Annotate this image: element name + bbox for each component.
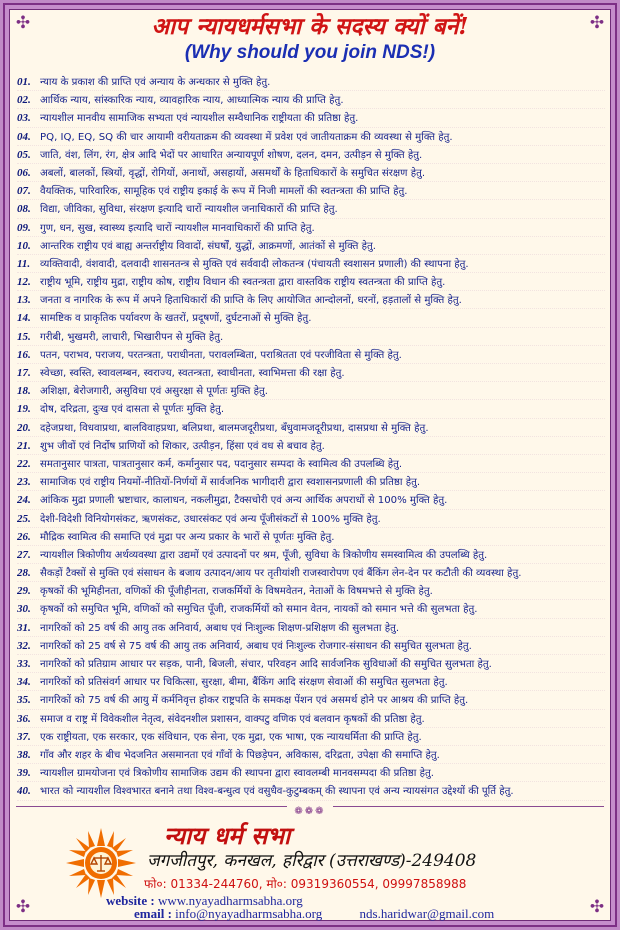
website-link[interactable]: www.nyayadharmsabha.org <box>158 893 303 908</box>
item-number: 35. <box>17 694 31 707</box>
list-item <box>17 728 605 746</box>
reasons-list <box>17 73 605 803</box>
item-text: गाँव और शहर के बीच भेदजनित असमानता एवं गाँवों के पिछड़ेपन, अविकास, दरिद्रता, उपेक्षा की समाप्ति हेतु. <box>40 749 440 761</box>
list-item <box>17 437 605 455</box>
list-item <box>17 473 605 491</box>
list-item <box>17 128 605 146</box>
item-number: 28. <box>17 567 31 580</box>
item-number: 38. <box>17 748 31 761</box>
item-number: 06. <box>17 166 31 179</box>
item-text: नागरिकों को 75 वर्ष की आयु में कर्मनिवृत्त होकर राष्ट्रपति के समकक्ष पेंशन एवं असमर्थ होने पर आश्रय की प्राप्ति हेतु. <box>40 695 469 707</box>
list-item <box>17 109 605 127</box>
list-item <box>17 91 605 109</box>
item-number: 34. <box>17 676 31 689</box>
item-text: सामष्टिक व प्राकृतिक पर्यावरण के खतरों, प्रदूषणों, दुर्घटनाओं से मुक्ति हेतु. <box>40 313 312 325</box>
item-text: गरीबी, भुखमरी, लाचारी, भिखारीपन से मुक्ति हेतु. <box>40 331 224 343</box>
list-item <box>17 291 605 309</box>
list-item <box>17 637 605 655</box>
item-text: न्याय के प्रकाश की प्राप्ति एवं अन्याय के अन्धकार से मुक्ति हेतु. <box>40 77 271 88</box>
section-divider <box>16 806 604 818</box>
item-number: 14. <box>17 312 31 325</box>
item-text: नागरिकों को प्रतिसंवर्ग आधार पर चिकित्सा, सुरक्षा, बीमा, बैंकिंग आदि संरक्षण सेवाओं की समुचित सुलभता हेतु. <box>40 677 448 689</box>
item-text: व्यक्तिवादी, वंशवादी, दलवादी शासनतन्त्र से मुक्ति एवं सर्ववादी लोकतन्त्र (पंचायती स्वशासन प्रणाली) की स्थापना हेतु. <box>40 258 469 270</box>
item-number: 20. <box>17 421 31 434</box>
page-header <box>14 13 606 69</box>
item-text: जनता व नागरिक के रूप में अपने हिताधिकारों की प्राप्ति के लिए आयोजित आन्दोलनों, धरनों, हड़तालों से मुक्ति हेतु. <box>40 295 462 307</box>
list-item <box>17 382 605 400</box>
item-text: मौद्रिक स्वामित्व की समाप्ति एवं मुद्रा पर अन्य प्रकार के भारों से पूर्णतः मुक्ति हेतु. <box>40 531 335 543</box>
email-primary-link[interactable]: info@nyayadharmsabha.org <box>175 906 323 921</box>
item-text: राष्ट्रीय भूमि, राष्ट्रीय मुद्रा, राष्ट्रीय कोष, राष्ट्रीय विधान की स्वतन्त्रता द्वारा वास्तविक राष्ट्रीय स्वतन्त्रता की प्राप्ति हेतु. <box>40 277 446 289</box>
list-item <box>17 619 605 637</box>
website-label: website : <box>106 893 155 908</box>
item-number: 32. <box>17 639 31 652</box>
item-number: 31. <box>17 621 31 634</box>
footer <box>16 818 604 919</box>
list-item <box>17 200 605 218</box>
list-item <box>17 746 605 764</box>
email-line <box>134 906 494 922</box>
item-text: समतानुसार पात्रता, पात्रतानुसार कर्म, कर्मानुसार पद, पदानुसार सम्पदा के स्वामित्व की उपलब्धि हेतु. <box>40 458 403 470</box>
item-number: 17. <box>17 367 31 379</box>
list-item <box>17 691 605 709</box>
list-item <box>17 164 605 182</box>
item-text: नागरिकों को प्रतिग्राम आधार पर सड़क, पानी, बिजली, संचार, परिवहन आदि सार्वजनिक सुविधाओं की समुचित सुलभता हेतु. <box>40 659 492 670</box>
item-number: 16. <box>17 348 31 361</box>
item-number: 36. <box>17 712 31 725</box>
item-number: 24. <box>17 494 31 507</box>
list-item <box>17 255 605 273</box>
item-number: 11. <box>17 257 31 270</box>
list-item <box>17 564 605 582</box>
item-text: PQ, IQ, EQ, SQ की चार आयामी वरीयताक्रम की व्यवस्था में प्रवेश एवं जातीयताक्रम की व्यवस्था से मुक्ति हेतु. <box>40 131 453 143</box>
item-number: 09. <box>17 221 31 234</box>
corner-ornament-icon: ✣ <box>15 13 31 33</box>
item-number: 08. <box>17 203 31 216</box>
corner-ornament-icon: ✣ <box>589 13 605 33</box>
list-item <box>17 510 605 528</box>
item-number: 15. <box>17 330 31 343</box>
item-number: 37. <box>17 730 31 743</box>
item-number: 40. <box>17 785 31 798</box>
list-item <box>17 582 605 600</box>
item-number: 25. <box>17 512 31 525</box>
list-item <box>17 364 605 382</box>
item-number: 19. <box>17 403 31 416</box>
item-text: आर्थिक न्याय, सांस्कारिक न्याय, व्यावहारिक न्याय, आध्यात्मिक न्याय की प्राप्ति हेतु. <box>40 95 344 107</box>
list-item <box>17 346 605 364</box>
item-text: एक राष्ट्रीयता, एक सरकार, एक संविधान, एक सेना, एक मुद्रा, एक भाषा, एक न्यायधर्मिता की प्राप्ति हेतु. <box>40 731 422 743</box>
title-english: (Why should you join NDS!) <box>184 42 436 63</box>
item-number: 10. <box>17 239 31 252</box>
item-text: अशिक्षा, बेरोजगारी, असुविधा एवं असुरक्षा से पूर्णतः मुक्ति हेतु. <box>40 386 268 398</box>
list-item <box>17 782 605 800</box>
list-item <box>17 491 605 509</box>
item-text: जाति, वंश, लिंग, रंग, क्षेत्र आदि भेदों पर आधारित अन्यायपूर्ण शोषण, दलन, दमन, उत्पीड़न से मुक्ति हेतु. <box>40 149 423 161</box>
organization-address: जगजीतपुर, कनखल, हरिद्वार (उत्तराखण्ड)-249408 <box>147 851 477 871</box>
item-text: भारत को न्यायशील विश्वभारत बनाने तथा विश्व-बन्धुत्व एवं वसुधैव-कुटुम्बकम् की स्थापना एवं अन्य न्यायसंगत उद्देश्यों की पूर्ति हेतु. <box>40 786 514 798</box>
item-number: 26. <box>17 530 31 543</box>
list-item <box>17 219 605 237</box>
item-text: आंकिक मुद्रा प्रणाली भ्रष्टाचार, कालाधन, नकलीमुद्रा, टैक्सचोरी एवं अन्य आर्थिक अपराधों से 100% मुक्ति हेतु. <box>40 495 448 507</box>
list-item <box>17 73 605 91</box>
list-item <box>17 600 605 618</box>
list-item <box>17 528 605 546</box>
divider-symbols: ❁❁❁ <box>287 806 332 817</box>
item-number: 04. <box>17 130 31 143</box>
email-secondary-link[interactable]: nds.haridwar@gmail.com <box>359 906 495 921</box>
list-item <box>17 673 605 691</box>
sun-emblem-icon <box>64 826 138 900</box>
list-item <box>17 309 605 327</box>
corner-ornament-icon: ✣ <box>589 897 605 917</box>
item-text: कृषकों की भूमिहीनता, वणिकों की पूँजीहीनता, राजकर्मियों के विषमवेतन, नेताओं के विषमभत्ते से मुक्ति हेतु. <box>40 586 433 598</box>
item-text: वैयक्तिक, पारिवारिक, सामूहिक एवं राष्ट्रीय इकाई के रूप में निजी मामलों की स्वतन्त्रता की प्राप्ति हेतु. <box>40 186 408 198</box>
item-text: अबलों, बालकों, स्त्रियों, वृद्धों, रोगियों, अनाथों, असहायों, असमर्थों के हिताधिकारों के समुचित संरक्षण हेतु. <box>40 167 426 179</box>
item-text: नागरिकों को 25 वर्ष से 75 वर्ष की आयु तक अनिवार्य, अबाध एवं निःशुल्क रोजगार-संसाधन की समुचित सुलभता हेतु. <box>40 640 472 652</box>
item-text: न्यायशील त्रिकोणीय अर्थव्यवस्था द्वारा उद्यमों एवं उत्पादनों पर श्रम, पूँजी, सुविधा के त्रिकोणीय समस्वामित्व की उपलब्धि हेतु. <box>40 549 488 561</box>
item-text: गुण, धन, सुख, स्वास्थ्य इत्यादि चारों न्यायशील मानवाधिकारों की प्राप्ति हेतु. <box>40 222 315 234</box>
list-item <box>17 237 605 255</box>
list-item <box>17 400 605 418</box>
list-item <box>17 419 605 437</box>
item-text: आन्तरिक राष्ट्रीय एवं बाह्य अन्तर्राष्ट्रीय विवादों, संघर्षों, युद्धों, आक्रमणों, आतंकों से मुक्ति हेतु. <box>40 240 376 252</box>
corner-ornament-icon: ✣ <box>15 897 31 917</box>
item-number: 01. <box>17 76 31 88</box>
item-text: दोष, दरिद्रता, दुःख एवं दासता से पूर्णतः मुक्ति हेतु. <box>40 404 225 416</box>
item-text: न्यायशील मानवीय सामाजिक सभ्यता एवं न्यायशील सम्वैधानिक राष्ट्रीयता की प्रतिष्ठा हेतु. <box>40 113 359 125</box>
item-text: पतन, पराभव, पराजय, परतन्त्रता, पराधीनता, परावलम्बिता, पराश्रितता एवं परजीविता से मुक्ति हेतु. <box>40 349 402 361</box>
list-item <box>17 710 605 728</box>
list-item <box>17 182 605 200</box>
item-text: विद्या, जीविका, सुविधा, संरक्षण इत्यादि चारों न्यायशील जनाधिकारों की प्राप्ति हेतु. <box>40 204 338 216</box>
organization-name: न्याय धर्म सभा <box>164 821 291 850</box>
item-number: 39. <box>17 767 31 780</box>
list-item <box>17 546 605 564</box>
item-text: देशी-विदेशी विनियोगसंकट, ऋणसंकट, उधारसंकट एवं अन्य पूँजीसंकटों से 100% मुक्ति हेतु. <box>40 513 381 525</box>
item-text: समाज व राष्ट्र में विवेकशील नेतृत्व, संवेदनशील प्रशासन, वाक्पटु वणिक एवं बलवान कृषकों की प्रतिष्ठा हेतु. <box>40 713 425 725</box>
item-text: शुभ जीवों एवं निर्दोष प्राणियों को शिकार, उत्पीड़न, हिंसा एवं वध से बचाव हेतु. <box>40 440 325 452</box>
item-number: 05. <box>17 148 31 161</box>
item-number: 30. <box>17 603 31 616</box>
item-text: नागरिकों को 25 वर्ष की आयु तक अनिवार्य, अबाध एवं निःशुल्क शिक्षण-प्रशिक्षण की सुलभता हेतु. <box>40 622 400 634</box>
item-number: 03. <box>17 112 31 125</box>
item-number: 21. <box>17 439 31 452</box>
list-item <box>17 328 605 346</box>
item-number: 12. <box>17 276 31 289</box>
list-item <box>17 273 605 291</box>
email-label: email : <box>134 906 172 921</box>
item-text: सैकड़ों टैक्सों से मुक्ति एवं संसाधन के बजाय उत्पादन/आय पर तृतीयांशी राजस्वारोपण एवं बैंकिंग लेन-देन पर कटौती की व्यवस्था हेतु. <box>40 568 522 580</box>
item-number: 13. <box>17 294 31 307</box>
list-item <box>17 655 605 673</box>
item-text: कृषकों को समुचित भूमि, वणिकों को समुचित पूँजी, राजकर्मियों को समान वेतन, नायकों को समान भत्ते की सुलभता हेतु. <box>40 604 478 616</box>
item-text: स्वेच्छा, स्वस्ति, स्वावलम्बन, स्वराज्य, स्वतन्त्रता, स्वाधीनता, स्वाभिमत्ता की रक्षा हेतु. <box>40 368 345 379</box>
item-text: सामाजिक एवं राष्ट्रीय नियमों-नीतियों-निर्णयों में सार्वजनिक भागीदारी द्वारा स्वशासनप्रणाली की प्रतिष्ठा हेतु. <box>40 477 421 489</box>
item-number: 23. <box>17 476 31 489</box>
item-number: 29. <box>17 585 31 598</box>
phone-numbers: फो०: 01334-244760, मो०: 09319360554, 09997858988 <box>144 877 467 891</box>
list-item <box>17 455 605 473</box>
item-number: 33. <box>17 658 31 670</box>
list-item <box>17 146 605 164</box>
item-text: दहेजप्रथा, विधवाप्रथा, बालविवाहप्रथा, बलिप्रथा, बालमजदूरीप्रथा, बँधुवामजदूरीप्रथा, दासप्रथा से मुक्ति हेतु. <box>40 422 429 434</box>
item-number: 27. <box>17 548 31 561</box>
item-number: 07. <box>17 185 31 198</box>
list-item <box>17 764 605 782</box>
item-number: 22. <box>17 457 31 470</box>
title-hindi: आप न्यायधर्मसभा के सदस्य क्यों बनें! <box>151 13 469 40</box>
item-text: न्यायशील ग्रामयोजना एवं त्रिकोणीय सामाजिक उद्यम की स्थापना द्वारा स्वावलम्बी मानवसम्पदा की प्रतिष्ठा हेतु. <box>40 768 434 780</box>
item-number: 02. <box>17 94 31 107</box>
item-number: 18. <box>17 385 31 398</box>
